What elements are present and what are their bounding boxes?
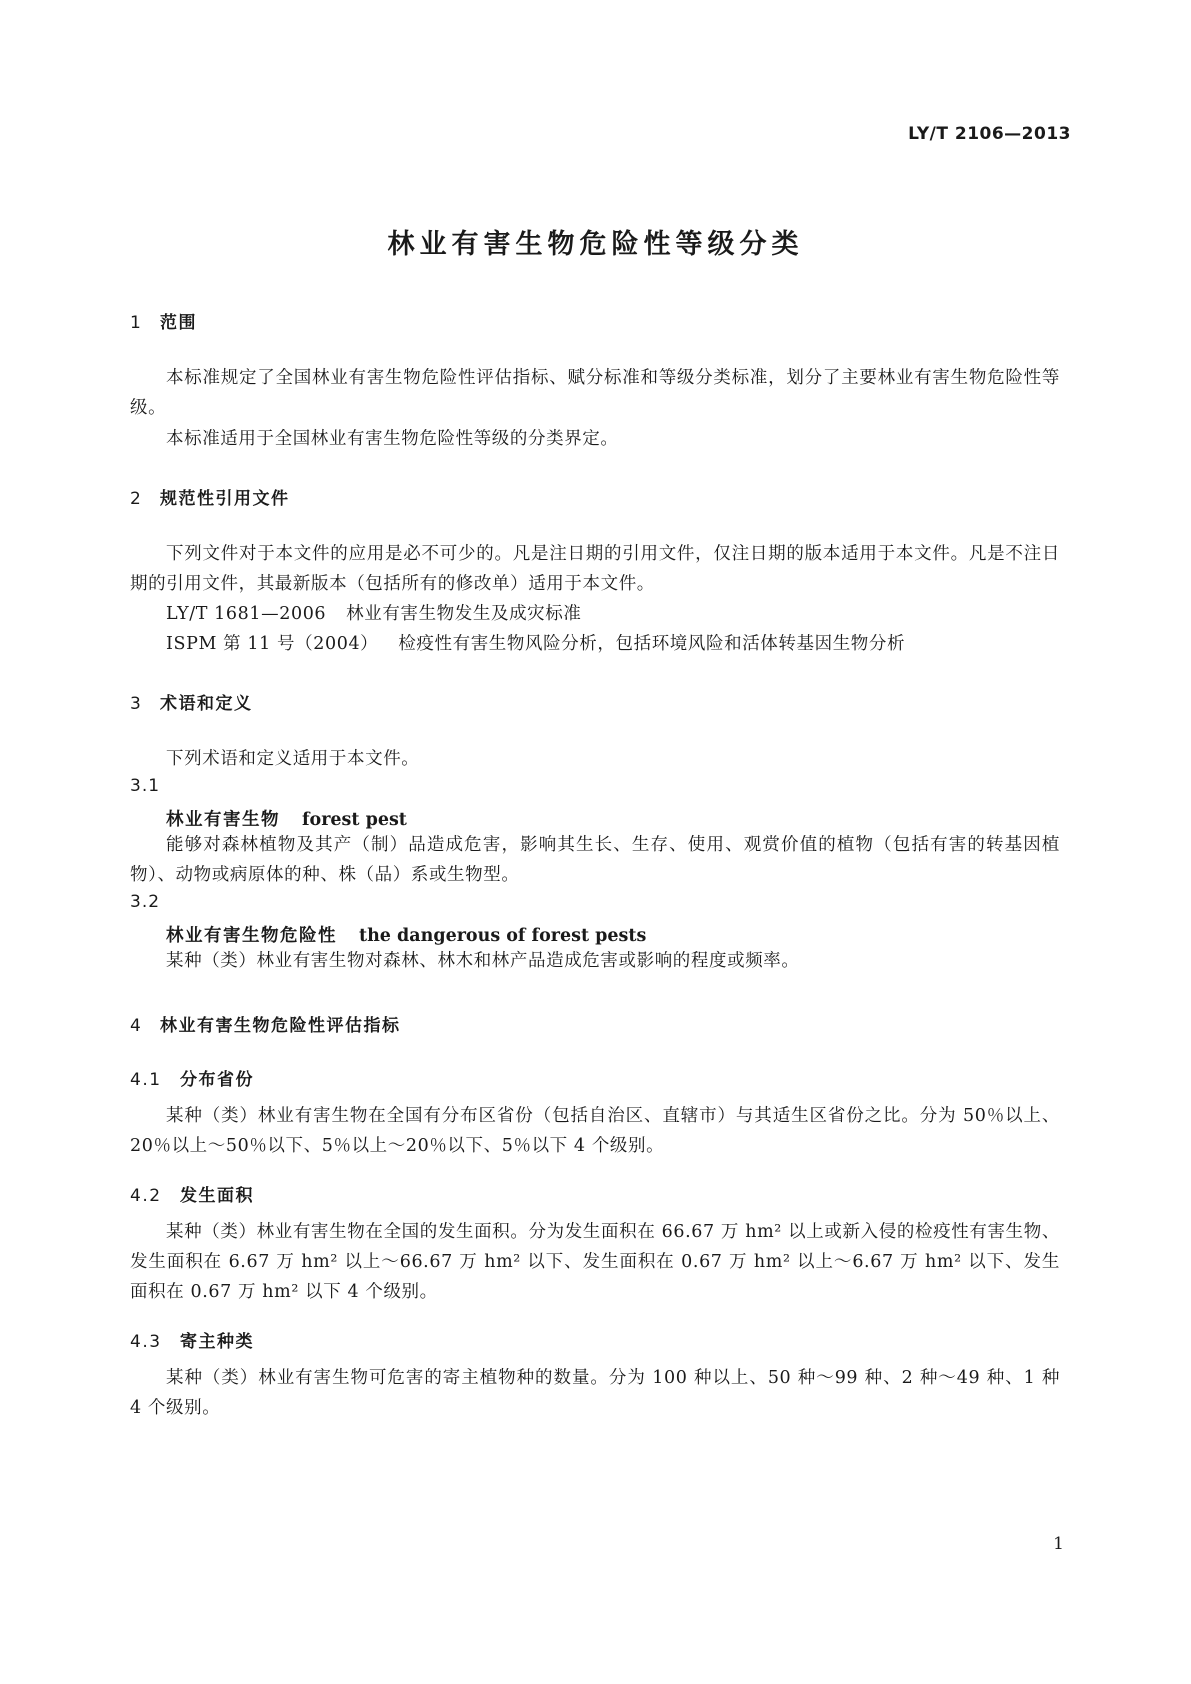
section-title: 术语和定义 — [160, 694, 253, 714]
subsection-title: 发生面积 — [180, 1186, 254, 1206]
reference-title: 林业有害生物发生及成灾标准 — [346, 604, 582, 624]
page-number: 1 — [1053, 1534, 1064, 1554]
subsection-number: 4.3 — [130, 1332, 162, 1352]
section-1-heading — [130, 308, 197, 333]
reference-item — [166, 600, 581, 625]
term-chinese: 林业有害生物危险性 — [166, 926, 337, 946]
term-entry — [166, 806, 407, 831]
paragraph: 某种（类）林业有害生物在全国有分布区省份（包括自治区、直辖市）与其适生区省份之比。分为 50％以上、20％以上～50％以下、5％以上～20％以下、5％以下 4 个级别。 — [130, 1106, 1060, 1156]
subsection-4-3-heading — [130, 1327, 254, 1352]
term-definition: 某种（类）林业有害生物对森林、林木和林产品造成危害或影响的程度或频率。 — [166, 951, 800, 971]
section-4-heading — [130, 1011, 401, 1036]
subsection-4-2-heading — [130, 1181, 254, 1206]
subsection-number: 4.2 — [130, 1186, 162, 1206]
paragraph: 下列术语和定义适用于本文件。 — [166, 749, 420, 769]
document-title: 林业有害生物危险性等级分类 — [387, 229, 804, 260]
standard-code: LY/T 2106—2013 — [908, 124, 1071, 144]
subsection-title: 分布省份 — [180, 1070, 254, 1090]
reference-code: ISPM 第 11 号（2004） — [166, 634, 379, 654]
section-number: 1 — [130, 313, 143, 333]
term-definition: 能够对森林植物及其产（制）品造成危害，影响其生长、生存、使用、观赏价值的植物（包括有害的转基因植物）、动物或病原体的种、株（品）系或生物型。 — [130, 835, 1060, 885]
section-title: 林业有害生物危险性评估指标 — [160, 1016, 401, 1036]
paragraph: 本标准适用于全国林业有害生物危险性等级的分类界定。 — [166, 429, 619, 449]
section-title: 范围 — [160, 313, 197, 333]
section-number: 2 — [130, 489, 143, 509]
term-entry — [166, 922, 646, 947]
subsection-number: 4.1 — [130, 1070, 162, 1090]
term-number: 3.2 — [130, 892, 161, 912]
term-english: the dangerous of forest pests — [359, 926, 647, 946]
section-3-heading — [130, 689, 253, 714]
section-title: 规范性引用文件 — [160, 489, 290, 509]
term-chinese: 林业有害生物 — [166, 810, 280, 830]
subsection-4-1-heading — [130, 1065, 254, 1090]
section-2-heading — [130, 484, 290, 509]
reference-code: LY/T 1681—2006 — [166, 604, 327, 624]
section-number: 3 — [130, 694, 143, 714]
term-english: forest pest — [302, 810, 407, 830]
section-number: 4 — [130, 1016, 143, 1036]
paragraph: 下列文件对于本文件的应用是必不可少的。凡是注日期的引用文件，仅注日期的版本适用于本文件。凡是不注日期的引用文件，其最新版本（包括所有的修改单）适用于本文件。 — [130, 544, 1060, 594]
reference-title: 检疫性有害生物风险分析，包括环境风险和活体转基因生物分析 — [398, 634, 906, 654]
paragraph: 本标准规定了全国林业有害生物危险性评估指标、赋分标准和等级分类标准，划分了主要林业有害生物危险性等级。 — [130, 368, 1060, 418]
reference-item — [166, 630, 905, 655]
paragraph: 某种（类）林业有害生物可危害的寄主植物种的数量。分为 100 种以上、50 种～99 种、2 种～49 种、1 种 4 个级别。 — [130, 1368, 1060, 1418]
term-number: 3.1 — [130, 776, 161, 796]
subsection-title: 寄主种类 — [180, 1332, 254, 1352]
paragraph: 某种（类）林业有害生物在全国的发生面积。分为发生面积在 66.67 万 hm² 以上或新入侵的检疫性有害生物、发生面积在 6.67 万 hm² 以上～66.67 万 hm² 以下、发生面积在 0.67 万 hm² 以上～6.67 万 hm² 以下、发生面积在 0.67 万 hm² 以下 4 个级别。 — [130, 1222, 1060, 1302]
